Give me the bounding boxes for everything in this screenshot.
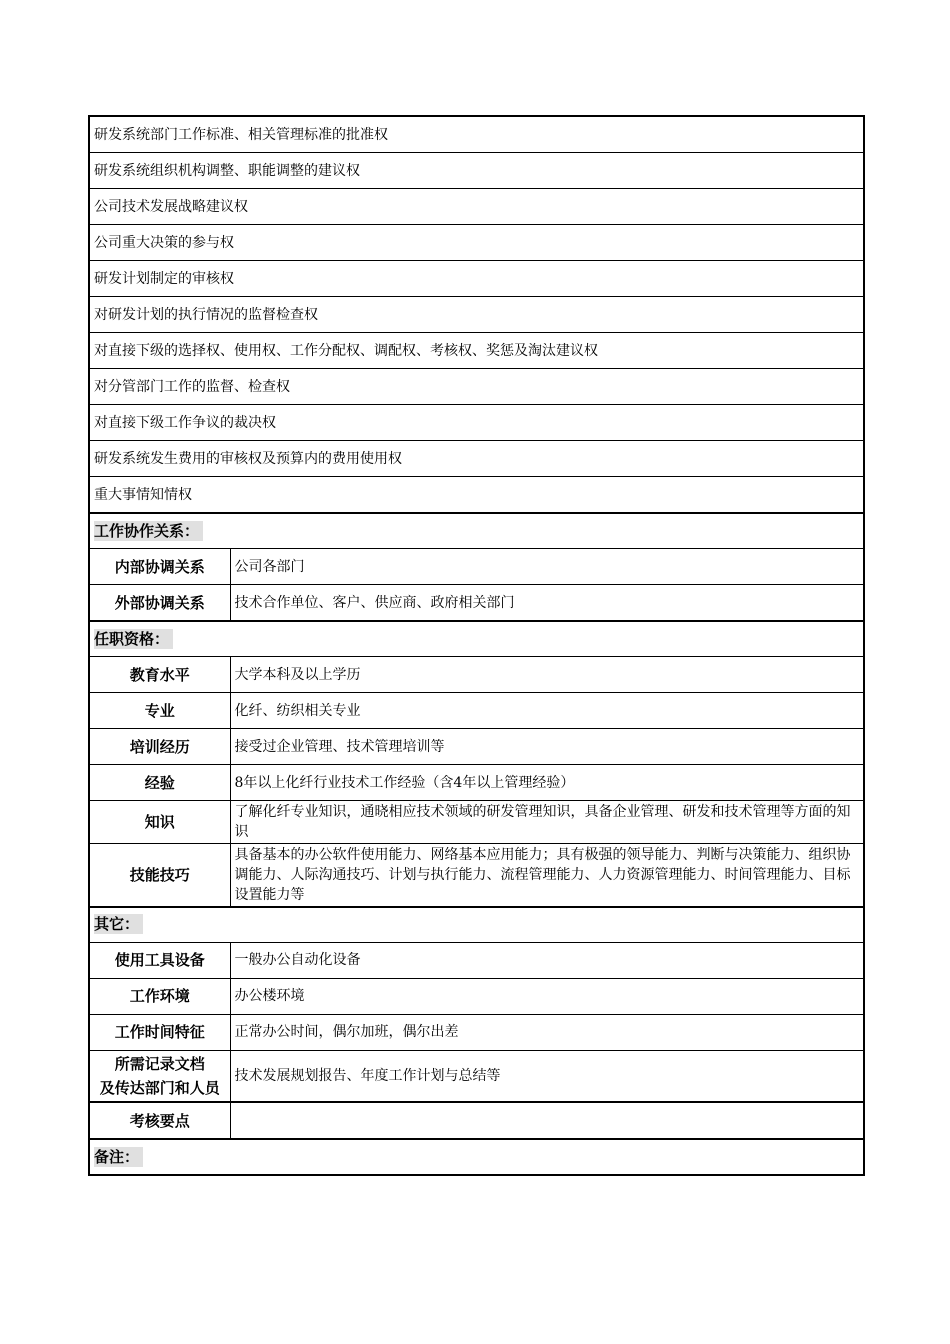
row-label-experience: 经验 [89,765,230,801]
job-description-table [88,115,865,1176]
authority-item: 公司技术发展战略建议权 [89,189,864,225]
authority-item: 对分管部门工作的监督、检查权 [89,369,864,405]
section-header-qualifications [89,621,864,657]
row-label-knowledge: 知识 [89,801,230,844]
section-title: 其它： [94,914,143,934]
authority-item: 对直接下级的选择权、使用权、工作分配权、调配权、考核权、奖惩及淘汰建议权 [89,333,864,369]
row-label-work-time: 工作时间特征 [89,1014,230,1050]
authority-item: 对直接下级工作争议的裁决权 [89,405,864,441]
row-value-knowledge: 了解化纤专业知识，通晓相应技术领域的研发管理知识，具备企业管理、研发和技术管理等方面的知识 [230,801,864,844]
row-value-major: 化纤、纺织相关专业 [230,693,864,729]
authority-item: 公司重大决策的参与权 [89,225,864,261]
row-label-documents-line1: 所需记录文档 [114,1054,205,1073]
row-label-training: 培训经历 [89,729,230,765]
row-value-training: 接受过企业管理、技术管理培训等 [230,729,864,765]
authority-item: 对研发计划的执行情况的监督检查权 [89,297,864,333]
section-header-remarks [89,1139,864,1175]
row-value-education: 大学本科及以上学历 [230,657,864,693]
row-label-external: 外部协调关系 [89,585,230,622]
section-title: 任职资格： [94,629,173,649]
row-label-assessment: 考核要点 [89,1102,230,1139]
row-label-skills: 技能技巧 [89,844,230,907]
section-title: 工作协作关系： [94,521,203,541]
row-label-documents-line2: 及传达部门和人员 [99,1078,220,1097]
row-label-major: 专业 [89,693,230,729]
authority-item: 研发系统部门工作标准、相关管理标准的批准权 [89,116,864,153]
row-label-tools: 使用工具设备 [89,942,230,978]
authority-item: 研发系统组织机构调整、职能调整的建议权 [89,153,864,189]
row-value-assessment [230,1102,864,1139]
authority-item: 研发计划制定的审核权 [89,261,864,297]
row-value-skills: 具备基本的办公软件使用能力、网络基本应用能力；具有极强的领导能力、判断与决策能力、组织协调能力、人际沟通技巧、计划与执行能力、流程管理能力、人力资源管理能力、时间管理能力、目标设置能力等 [230,844,864,907]
row-value-work-time: 正常办公时间，偶尔加班，偶尔出差 [230,1014,864,1050]
row-value-internal: 公司各部门 [230,549,864,585]
section-header-collaboration [89,513,864,549]
section-title: 备注： [94,1147,143,1167]
job-description-table-page [88,115,863,1176]
row-value-experience: 8年以上化纤行业技术工作经验（含4年以上管理经验） [230,765,864,801]
row-value-documents: 技术发展规划报告、年度工作计划与总结等 [230,1050,864,1102]
row-value-environment: 办公楼环境 [230,978,864,1014]
row-label-education: 教育水平 [89,657,230,693]
authority-item: 重大事情知情权 [89,477,864,514]
section-header-other [89,907,864,943]
row-label-environment: 工作环境 [89,978,230,1014]
authority-item: 研发系统发生费用的审核权及预算内的费用使用权 [89,441,864,477]
row-value-tools: 一般办公自动化设备 [230,942,864,978]
row-label-documents [89,1050,230,1102]
row-value-external: 技术合作单位、客户、供应商、政府相关部门 [230,585,864,622]
row-label-internal: 内部协调关系 [89,549,230,585]
